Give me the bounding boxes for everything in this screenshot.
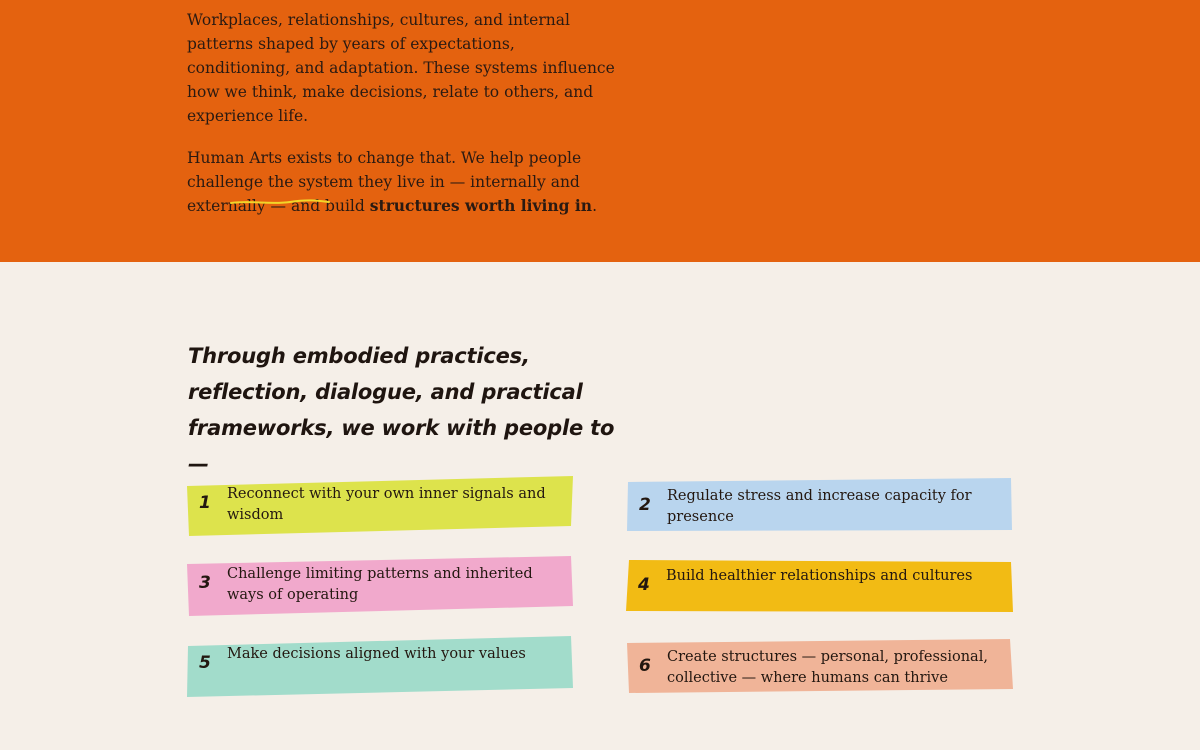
practice-item-4 <box>626 558 1012 612</box>
item-number: 5 <box>199 653 211 673</box>
item-number: 2 <box>639 495 651 515</box>
practice-item-3 <box>187 556 573 610</box>
hero-paragraph-2 <box>187 146 617 218</box>
practice-item-2 <box>627 478 1013 532</box>
hero-paragraph-2-lead: Human Arts exists to change that. We help people challenge the system they live in — internally and externally — and build <box>187 149 582 215</box>
hero-paragraph-1: Workplaces, relationships, cultures, and internal patterns shaped by years of expectations, conditioning, and adaptation. These systems influence how we think, make decisions, relate to others, and experience life. <box>187 11 615 125</box>
practices-section <box>0 262 1200 750</box>
section-intro-heading: Through embodied practices, reflection, dialogue, and practical frameworks, we work with people to — <box>188 344 615 476</box>
item-number: 6 <box>639 656 651 676</box>
hero-section <box>0 0 1200 262</box>
hero-paragraph-2-end: . <box>592 197 597 215</box>
item-label: Create structures — personal, professional, collective — where humans can thrive <box>667 649 988 686</box>
item-label: Build healthier relationships and cultures <box>666 568 973 584</box>
item-number: 1 <box>199 493 211 513</box>
hero-text <box>187 8 617 236</box>
highlighted-phrase: structures worth living in <box>369 196 593 215</box>
item-label: Reconnect with your own inner signals and wisdom <box>227 486 546 523</box>
practice-item-6 <box>627 639 1013 693</box>
item-label: Make decisions aligned with your values <box>227 646 526 662</box>
item-number: 3 <box>199 573 211 593</box>
item-number: 4 <box>638 575 650 595</box>
item-label: Regulate stress and increase capacity for presence <box>667 488 972 525</box>
practice-item-5 <box>187 636 573 690</box>
highlight-underline <box>230 198 330 206</box>
item-label: Challenge limiting patterns and inherited ways of operating <box>227 566 533 603</box>
practice-item-1 <box>187 476 573 530</box>
